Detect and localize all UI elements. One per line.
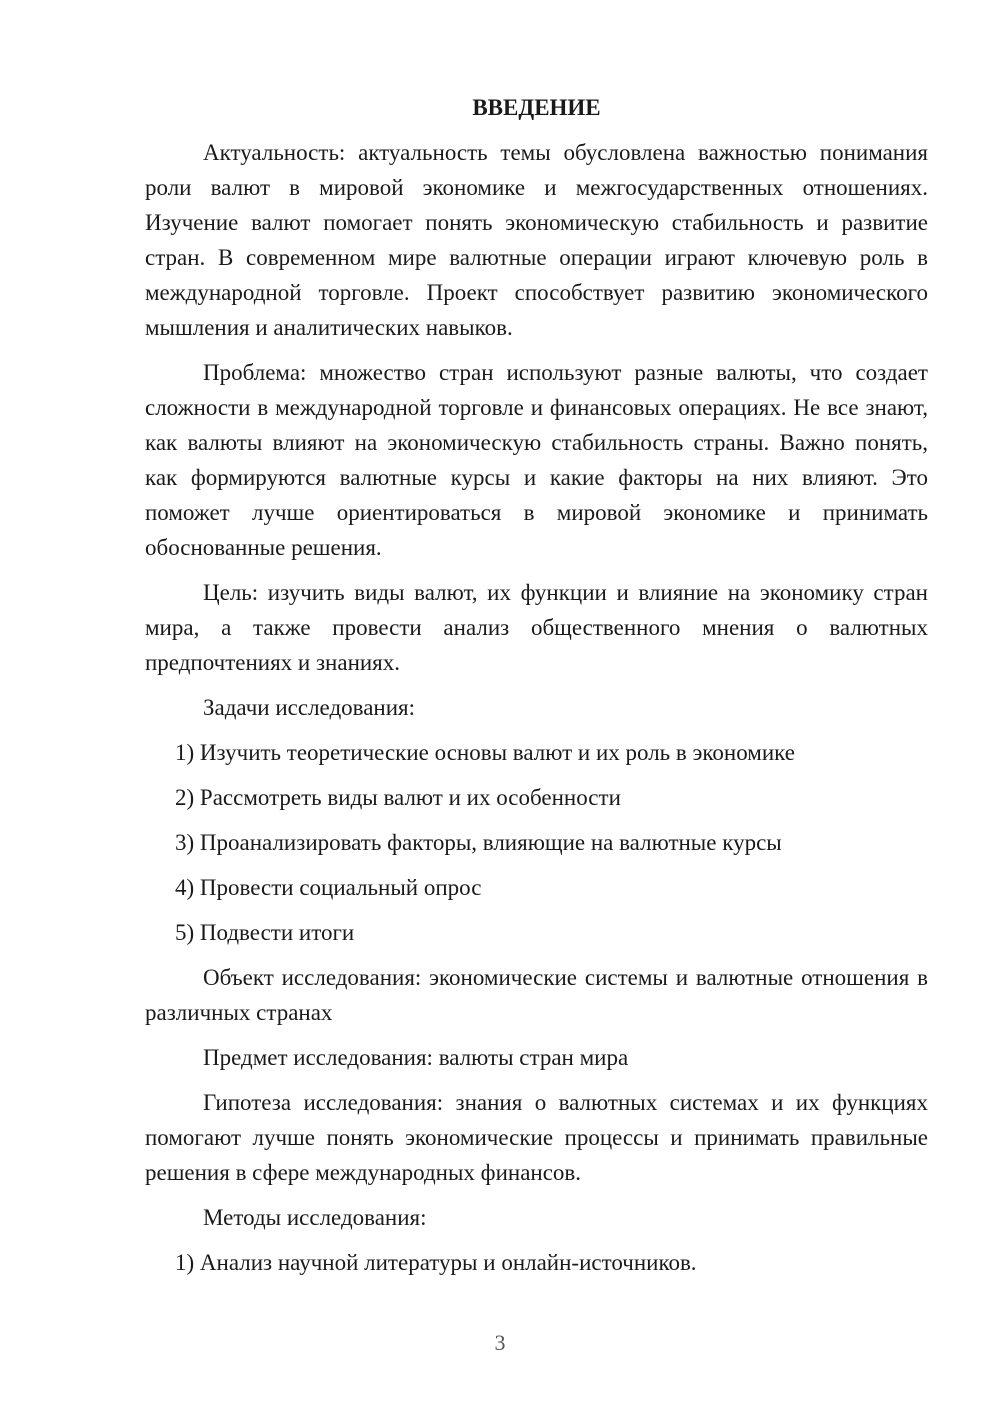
tasks-heading: Задачи исследования: [203,695,416,720]
relevance-paragraph: Актуальность: актуальность темы обусловлена важностью понимания роли валют в мировой экономике и межгосударственных отношениях. Изучение валют помогает понять экономическую стабильность и развитие стран. В современном мире валютные операции играют ключевую роль в международной торговле. Проект способствует развитию экономического мышления и аналитических навыков. [145,140,928,340]
method-item: 1) Анализ научной литературы и онлайн-источников. [175,1250,697,1275]
object-paragraph: Объект исследования: экономические системы и валютные отношения в различных странах [145,965,928,1025]
task-item: 1) Изучить теоретические основы валют и их роль в экономике [175,740,795,765]
task-item: 5) Подвести итоги [175,920,355,945]
page-title: ВВЕДЕНИЕ [472,95,601,120]
hypothesis-paragraph: Гипотеза исследования: знания о валютных системах и их функциях помогают лучше понять экономические процессы и принимать правильные решения в сфере международных финансов. [145,1090,928,1185]
task-item: 3) Проанализировать факторы, влияющие на валютные курсы [175,830,782,855]
document-page [145,90,928,1290]
task-item: 4) Провести социальный опрос [175,875,482,900]
goal-paragraph: Цель: изучить виды валют, их функции и влияние на экономику стран мира, а также провести анализ общественного мнения о валютных предпочтениях и знаниях. [145,580,928,675]
subject-paragraph: Предмет исследования: валюты стран мира [203,1045,629,1070]
methods-heading: Методы исследования: [203,1205,427,1230]
page-number: 3 [494,1330,506,1355]
problem-paragraph: Проблема: множество стран используют разные валюты, что создает сложности в международной торговле и финансовых операциях. Не все знают, как валюты влияют на экономическую стабильность страны. Важно понять, как формируются валютные курсы и какие факторы на них влияют. Это поможет лучше ориентироваться в мировой экономике и принимать обоснованные решения. [145,360,928,560]
task-item: 2) Рассмотреть виды валют и их особенности [175,785,621,810]
